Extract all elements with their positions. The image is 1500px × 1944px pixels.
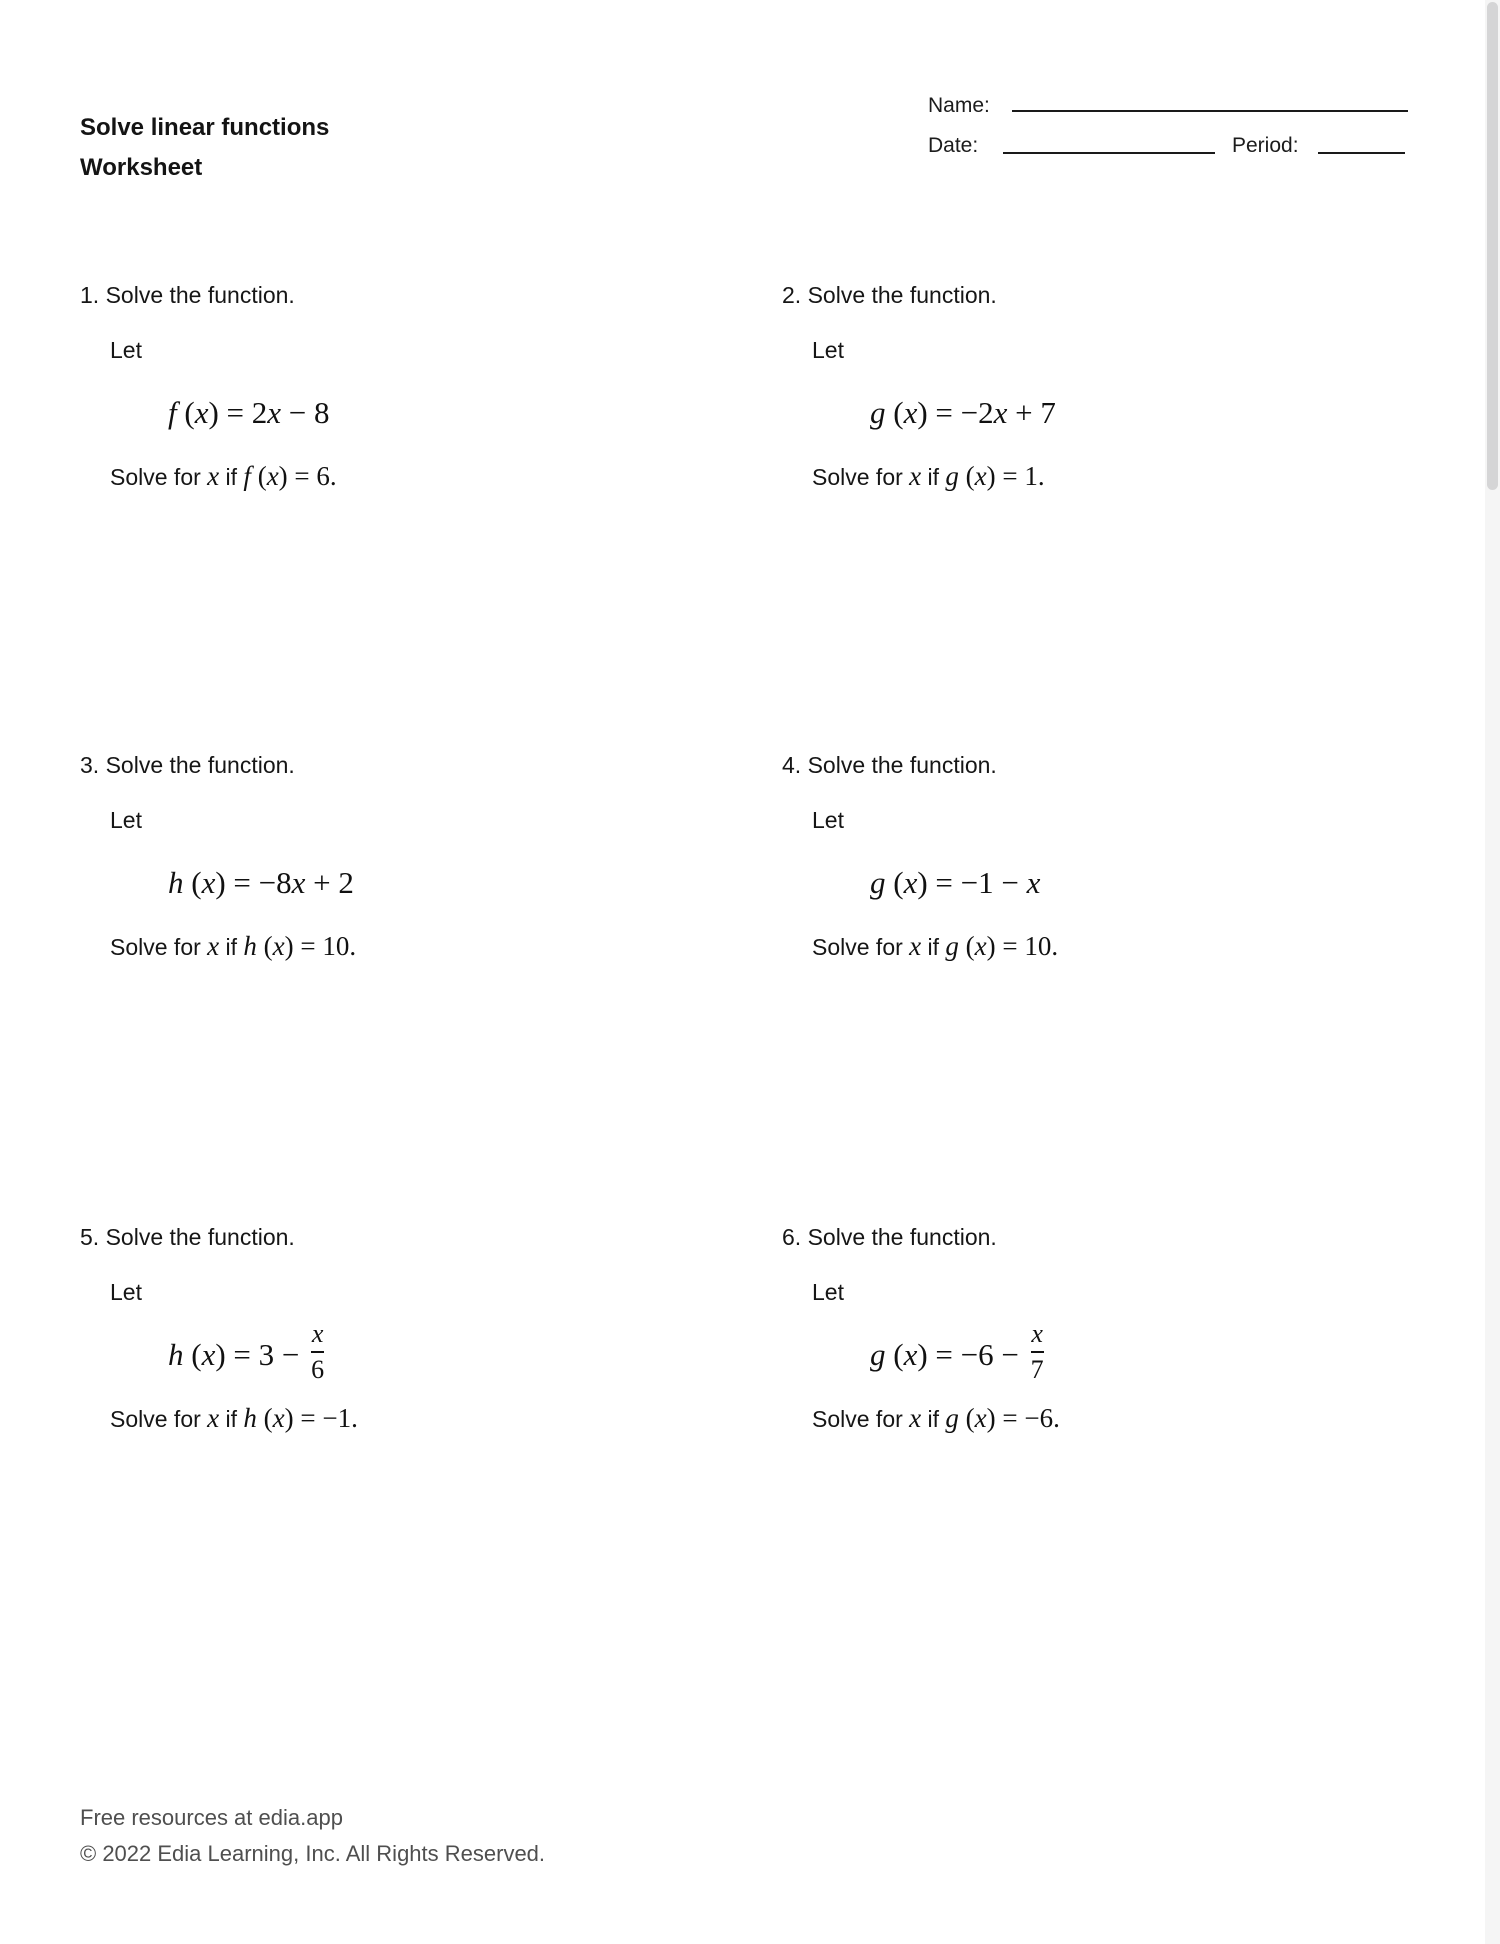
problem	[782, 1222, 1422, 1434]
equation: f ( x ) = 2 x − 8	[168, 395, 330, 430]
period-label: Period:	[1232, 134, 1299, 157]
problem-heading-text: Solve the function.	[105, 1224, 295, 1250]
footer-resources: Free resources at edia.app	[80, 1805, 343, 1830]
fraction: $\frac{x}{7}$	[1030, 1319, 1044, 1384]
let-label: Let	[110, 337, 142, 363]
problem-number: 3.	[80, 752, 100, 778]
equation: g ( x ) = −2 x + 7	[870, 395, 1056, 430]
problem	[80, 280, 720, 492]
let-label: Let	[812, 337, 844, 363]
problem-heading-text: Solve the function.	[807, 1224, 997, 1250]
let-label: Let	[110, 1279, 142, 1305]
scrollbar-thumb[interactable]	[1487, 2, 1498, 490]
equation: h ( x ) = −8 x + 2	[168, 865, 354, 900]
equation: g ( x ) = −1 − x	[870, 865, 1041, 900]
footer-copyright: © 2022 Edia Learning, Inc. All Rights Reserved.	[80, 1841, 546, 1866]
problem	[782, 750, 1422, 962]
let-label: Let	[812, 807, 844, 833]
equation: g ( x ) = −6 − $\frac{x}{7}$	[870, 1319, 1044, 1384]
problem-heading	[80, 750, 720, 780]
solve-instruction: Solve for x if g (x) = 10.	[812, 931, 1059, 961]
worksheet-title: Solve linear functions	[80, 114, 330, 141]
problem-heading	[782, 750, 1422, 780]
problem-heading	[80, 280, 720, 310]
problem	[782, 280, 1422, 492]
problem-heading-text: Solve the function.	[807, 752, 997, 778]
solve-instruction: Solve for x if h (x) = −1.	[110, 1403, 358, 1433]
solve-instruction: Solve for x if h (x) = 10.	[110, 931, 357, 961]
problem-number: 2.	[782, 282, 802, 308]
problem-heading-text: Solve the function.	[105, 282, 295, 308]
solve-instruction: Solve for x if g (x) = −6.	[812, 1403, 1060, 1433]
problem	[80, 1222, 720, 1434]
problem-heading	[80, 1222, 720, 1252]
name-label: Name:	[928, 94, 990, 117]
problem	[80, 750, 720, 962]
date-label: Date:	[928, 134, 979, 157]
equation: h ( x ) = 3 − $\frac{x}{6}$	[168, 1319, 325, 1384]
problem-number: 6.	[782, 1224, 802, 1250]
let-label: Let	[812, 1279, 844, 1305]
problem-number: 1.	[80, 282, 100, 308]
worksheet-subtitle: Worksheet	[80, 154, 203, 181]
problem-number: 5.	[80, 1224, 100, 1250]
scrollbar-track[interactable]	[1485, 0, 1500, 1944]
problem-number: 4.	[782, 752, 802, 778]
page-footer	[80, 1800, 545, 1872]
problem-heading	[782, 280, 1422, 310]
fraction: $\frac{x}{6}$	[311, 1319, 325, 1384]
problem-heading-text: Solve the function.	[807, 282, 997, 308]
problem-heading	[782, 1222, 1422, 1252]
solve-instruction: Solve for x if f (x) = 6.	[110, 461, 337, 491]
let-label: Let	[110, 807, 142, 833]
solve-instruction: Solve for x if g (x) = 1.	[812, 461, 1045, 491]
problem-heading-text: Solve the function.	[105, 752, 295, 778]
